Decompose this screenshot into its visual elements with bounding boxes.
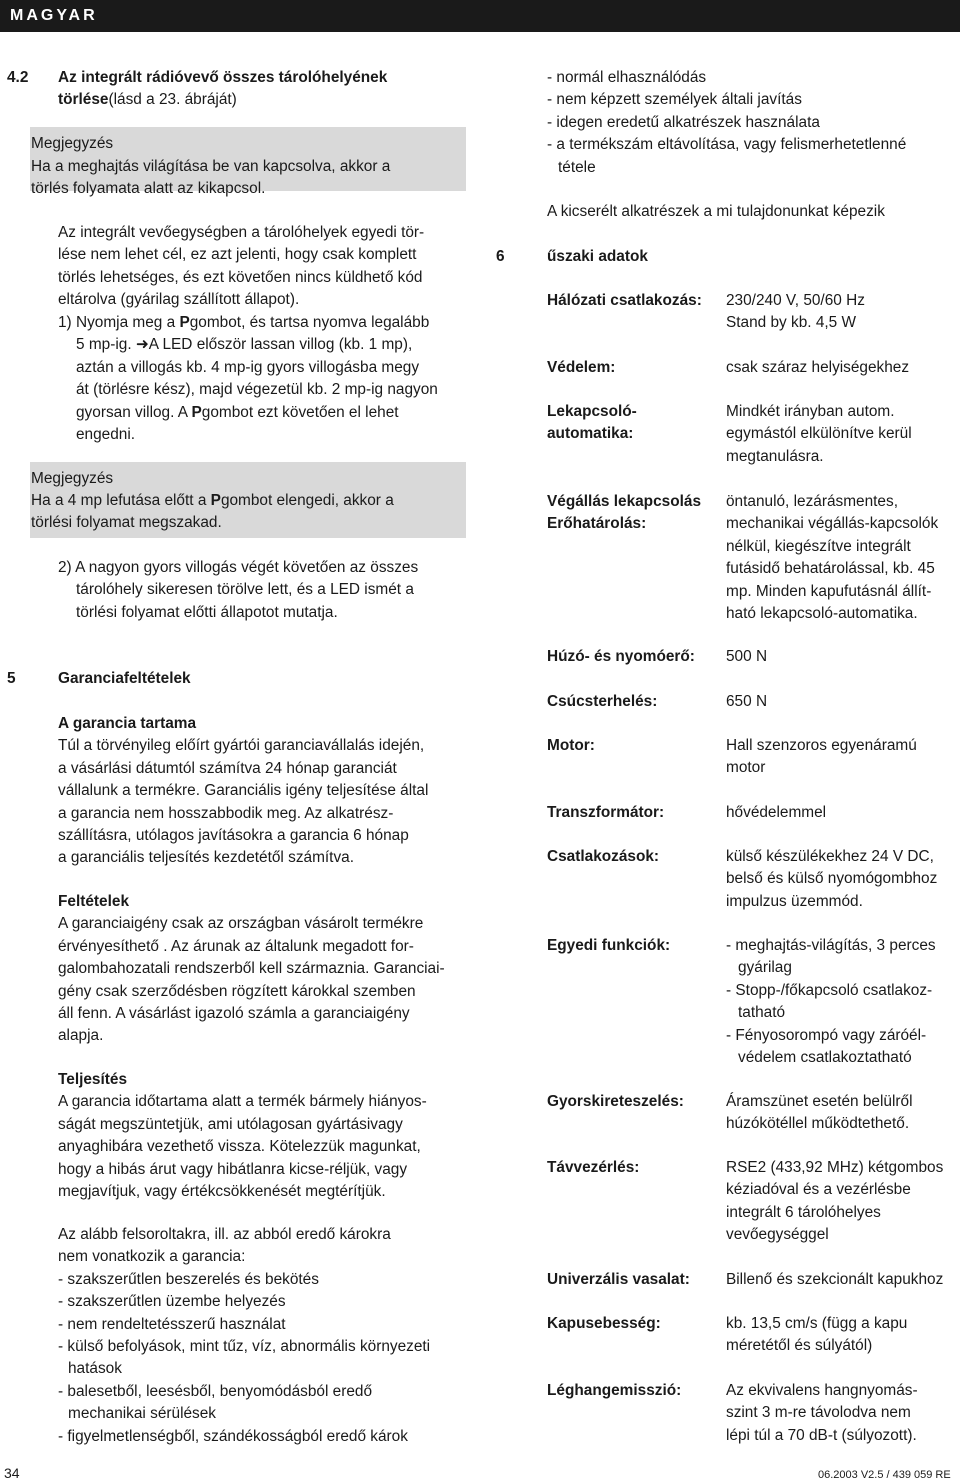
spec-label-line: automatika: — [547, 425, 634, 443]
spec-value-line: mp. Minden kapufutásnál állít- — [726, 582, 932, 600]
text-line: vállalunk a termékre. Garanciális igény teljesítése által — [58, 782, 429, 800]
spec-label-line: Lekapcsoló- — [547, 403, 637, 420]
spec-label-line: Kapusebesség: — [547, 1315, 661, 1332]
spec-value-line: - Stopp-/főkapcsoló csatlakoz- — [726, 981, 933, 999]
spec-value-line: védelem csatlakoztatható — [738, 1049, 912, 1067]
spec-label — [547, 691, 657, 713]
spec-value-line: méretétől és súlyától) — [726, 1337, 873, 1355]
spec-value-line: vevőegységgel — [726, 1226, 829, 1244]
text-line: 2) A nagyon gyors villogás végét követően az összes — [58, 559, 419, 576]
spec-label — [547, 1157, 639, 1179]
text-line: a garanciális teljesítés kezdetétől számítva. — [58, 849, 354, 867]
spec-value-line: megtanulásra. — [726, 447, 824, 465]
spec-value — [726, 802, 826, 824]
section-6-number: 6 — [496, 248, 505, 265]
spec-label — [547, 401, 637, 446]
spec-label — [547, 1269, 690, 1291]
text-line: A garanciaigény csak az országban vásárolt termékre — [58, 915, 424, 933]
text-line: törlés lehetséges, és ezt követően nincs küldhető kód — [58, 268, 423, 286]
spec-value-line: Áramszünet esetén belülről — [726, 1093, 913, 1110]
text-line: alapja. — [58, 1027, 104, 1045]
header-bar — [0, 0, 960, 32]
spec-value-line: integrált 6 tárolóhelyes — [726, 1203, 881, 1221]
spec-label-line: Univerzális vasalat: — [547, 1271, 690, 1288]
note-2-line2: törlési folyamat megszakad. — [31, 514, 222, 531]
spec-value-line: 650 N — [726, 693, 768, 710]
spec-label-line: Egyedi funkciók: — [547, 937, 671, 954]
parts-ownership-note: A kicserélt alkatrészek a mi tulajdonunkat képezik — [547, 203, 885, 220]
spec-value-line: RSE2 (433,92 MHz) kétgombos — [726, 1159, 944, 1176]
text-line: Túl a törvényileg előírt gyártói garanciavállalás idején, — [58, 737, 425, 755]
spec-value-line: öntanuló, lezárásmentes, — [726, 493, 898, 510]
spec-label — [547, 735, 595, 757]
list-item: - nem képzett személyek általi javítás — [547, 91, 802, 109]
text-line: Az integrált vevőegységben a tárolóhelyek egyedi tör- — [58, 224, 425, 241]
spec-value-line: külső készülékekhez 24 V DC, — [726, 848, 934, 865]
spec-value-line: tatható — [738, 1004, 786, 1022]
step-1 — [58, 312, 438, 446]
spec-label — [547, 935, 670, 957]
spec-label-line: Húzó- és nyomóerő: — [547, 648, 695, 665]
spec-label — [547, 1380, 681, 1402]
text-line: gyorsan villog. A Pgombot ezt követően el lehet — [76, 403, 399, 421]
spec-value-line: impulzus üzemmód. — [726, 892, 863, 910]
text-line: a vásárlási dátumtól számítva 24 hónap garanciát — [58, 759, 397, 777]
spec-value-line: - meghajtás-világítás, 3 perces — [726, 937, 936, 954]
fulfilment — [58, 1069, 427, 1203]
step-2 — [58, 557, 418, 624]
spec-label — [547, 802, 664, 824]
list-item: - nem rendeltetésszerű használat — [58, 1315, 286, 1333]
spec-label-line: Védelem: — [547, 359, 616, 376]
section-5-number: 5 — [7, 670, 16, 687]
list-item-continued: tétele — [558, 158, 596, 176]
text-line: megjavítjuk, vagy értékcsökkenését megtérítjük. — [58, 1183, 386, 1201]
spec-value-line: mechanikai végállás-kapcsolók — [726, 515, 939, 533]
text-line: ságát megszüntetjük, ami utólagosan gyártásivagy — [58, 1115, 403, 1133]
spec-label-line: Csatlakozások: — [547, 848, 660, 865]
text-line: lése nem lehet cél, ez azt jelenti, hogy csak komplett — [58, 246, 417, 264]
spec-value — [726, 491, 938, 625]
spec-label-line: Hálózati csatlakozás: — [547, 292, 702, 309]
list-item: - balesetből, leesésből, benyomódásból eredő — [58, 1382, 373, 1400]
spec-value — [726, 846, 937, 913]
section-4-2-title-line2: törlése(lásd a 23. ábráját) — [58, 91, 237, 108]
spec-value-line: kéziadóval és a vezérlésbe — [726, 1181, 911, 1199]
text-line: szállításra, utólagos javításokra a garancia 6 hónap — [58, 827, 409, 845]
text-line: Az alább felsoroltakra, ill. az abból eredő károkra — [58, 1226, 391, 1243]
spec-label — [547, 646, 695, 668]
spec-label — [547, 846, 659, 868]
spec-value — [726, 935, 936, 1069]
spec-value-line: szint 3 m-re távolodva nem — [726, 1404, 911, 1422]
text-line: törlési folyamat előtti állapotot mutatja. — [76, 603, 338, 621]
list-item: - szakszerűtlen beszerelés és bekötés — [58, 1270, 319, 1288]
text-line: aztán a villogás kb. 4 mp-ig gyors villogásba megy — [76, 358, 420, 376]
spec-value-line: 500 N — [726, 648, 768, 665]
document-code: 06.2003 V2.5 / 439 059 RE — [818, 1469, 951, 1481]
text-line: eltárolva (gyárilag szállított állapot). — [58, 291, 300, 309]
subheading: Teljesítés — [58, 1071, 128, 1088]
spec-value-line: Stand by kb. 4,5 W — [726, 314, 857, 332]
exclusions — [58, 1224, 430, 1448]
spec-value — [726, 1269, 943, 1291]
arrow-icon: ➜ — [135, 336, 149, 354]
spec-value-line: Hall szenzoros egyenáramú — [726, 737, 917, 754]
spec-value-line: egymástól elkülönítve kerül — [726, 425, 912, 443]
text-line: áll fenn. A vásárlást igazoló számla a garanciaigény — [58, 1005, 410, 1023]
text-line: A garancia időtartama alatt a termék bármely hiányos- — [58, 1093, 427, 1111]
list-item: - külső befolyások, mint tűz, víz, abnormális környezeti — [58, 1338, 431, 1356]
list-item: - normál elhasználódás — [547, 69, 707, 86]
spec-label — [547, 1313, 661, 1335]
section-6-title: űszaki adatok — [547, 248, 648, 265]
list-item-continued: mechanikai sérülések — [68, 1405, 216, 1423]
spec-label-line: Gyorskireteszelés: — [547, 1093, 684, 1110]
paragraph-erase-info — [58, 222, 424, 312]
spec-value — [726, 691, 767, 713]
list-item: - szakszerűtlen üzembe helyezés — [58, 1293, 286, 1311]
spec-label — [547, 290, 702, 312]
spec-value-line: csak száraz helyiségekhez — [726, 359, 910, 376]
spec-label-line: Motor: — [547, 737, 595, 754]
section-4-2-number: 4.2 — [7, 69, 29, 86]
spec-value-line: Billenő és szekcionált kapukhoz — [726, 1271, 944, 1288]
exclusions-continued — [547, 67, 906, 179]
text-line: 5 mp-ig. ➜A LED először lassan villog (kb. 1 mp), — [76, 336, 413, 354]
section-5-title: Garanciafeltételek — [58, 670, 191, 687]
text-line: tárolóhely sikeresen törölve lett, és a LED ismét a — [76, 581, 414, 599]
note-1-title: Megjegyzés — [31, 135, 114, 152]
list-item: - idegen eredetű alkatrészek használata — [547, 113, 820, 131]
spec-value-line: futásidő behatárolással, kb. 45 — [726, 560, 935, 578]
list-item-continued: hatások — [68, 1360, 122, 1378]
text-line: hogy a hibás árut vagy hibátlanra kicse-réljük, vagy — [58, 1160, 408, 1178]
note-2-title: Megjegyzés — [31, 470, 114, 487]
spec-value — [726, 401, 912, 468]
spec-value-line: motor — [726, 759, 766, 777]
spec-value-line: - Fényosorompó vagy záróél- — [726, 1026, 927, 1044]
spec-label-line: Erőhatárolás: — [547, 515, 647, 533]
text-line: galombahozatali rendszerből kell származnia. Garanciai- — [58, 960, 445, 978]
spec-value-line: hővédelemmel — [726, 804, 827, 821]
subheading: Feltételek — [58, 893, 130, 910]
conditions — [58, 891, 445, 1048]
note-1-line1: Ha a meghajtás világítása be van kapcsolva, akkor a — [31, 158, 391, 175]
spec-value — [726, 1157, 943, 1247]
spec-label-line: Léghangemisszió: — [547, 1382, 682, 1399]
list-item: - figyelmetlenségből, szándékosságból eredő károk — [58, 1427, 408, 1445]
text-line: gény csak szerződésben rögzített károkkal szemben — [58, 982, 416, 1000]
spec-label — [547, 491, 701, 536]
subheading: A garancia tartama — [58, 715, 197, 732]
spec-value — [726, 357, 909, 379]
spec-value — [726, 1313, 907, 1358]
spec-value-line: lépi túl a 70 dB-t (súlyozott). — [726, 1426, 917, 1444]
spec-value-line: gyárilag — [738, 959, 792, 977]
spec-label-line: Távvezérlés: — [547, 1159, 640, 1176]
spec-value-line: nélkül, kiegészítve integrált — [726, 537, 911, 555]
spec-value-line: belső és külső nyomógombhoz — [726, 870, 938, 888]
spec-value-line: húzókötéllel működtethető. — [726, 1115, 910, 1133]
spec-value — [726, 646, 767, 668]
spec-value-line: Az ekvivalens hangnyomás- — [726, 1382, 918, 1399]
spec-value-line: ható lekapcsoló-automatika. — [726, 605, 918, 623]
text-line: engedni. — [76, 426, 136, 444]
spec-label — [547, 357, 615, 379]
spec-value — [726, 1380, 918, 1447]
spec-value-line: kb. 13,5 cm/s (függ a kapu — [726, 1315, 908, 1332]
text-line: érvényesíthető . Az árunak az általunk megadott for- — [58, 937, 414, 955]
spec-value — [726, 735, 917, 780]
text-line: 1) Nyomja meg a Pgombot, és tartsa nyomva legalább — [58, 314, 430, 331]
text-line: anyaghibára vezethető vissza. Kötelezzük magunkat, — [58, 1138, 421, 1156]
page-number: 34 — [4, 1465, 20, 1481]
text-line: a garancia nem hosszabbodik meg. Az alkatrész- — [58, 804, 394, 822]
list-item: - a termékszám eltávolítása, vagy felismerhetetlenné — [547, 136, 907, 154]
spec-label-line: Transzformátor: — [547, 804, 665, 821]
spec-value — [726, 290, 865, 335]
note-1-line2: törlés folyamata alatt az kikapcsol. — [31, 180, 266, 197]
section-4-2-title: Az integrált rádióvevő összes tárolóhelyének — [58, 69, 388, 86]
spec-value-line: Mindkét irányban autom. — [726, 403, 895, 420]
note-2-line1: Ha a 4 mp lefutása előtt a Pgombot elengedi, akkor a — [31, 492, 394, 509]
warranty-period — [58, 713, 428, 870]
spec-value — [726, 1091, 913, 1136]
spec-label — [547, 1091, 684, 1113]
text-line: nem vonatkozik a garancia: — [58, 1248, 246, 1266]
spec-value-line: 230/240 V, 50/60 Hz — [726, 292, 865, 309]
language-label: MAGYAR — [10, 7, 98, 24]
text-line: át (törlésre kész), majd végezetül kb. 2 mp-ig nagyon — [76, 381, 438, 399]
spec-label-line: Csúcsterhelés: — [547, 693, 658, 710]
spec-label-line: Végállás lekapcsolás — [547, 493, 702, 510]
